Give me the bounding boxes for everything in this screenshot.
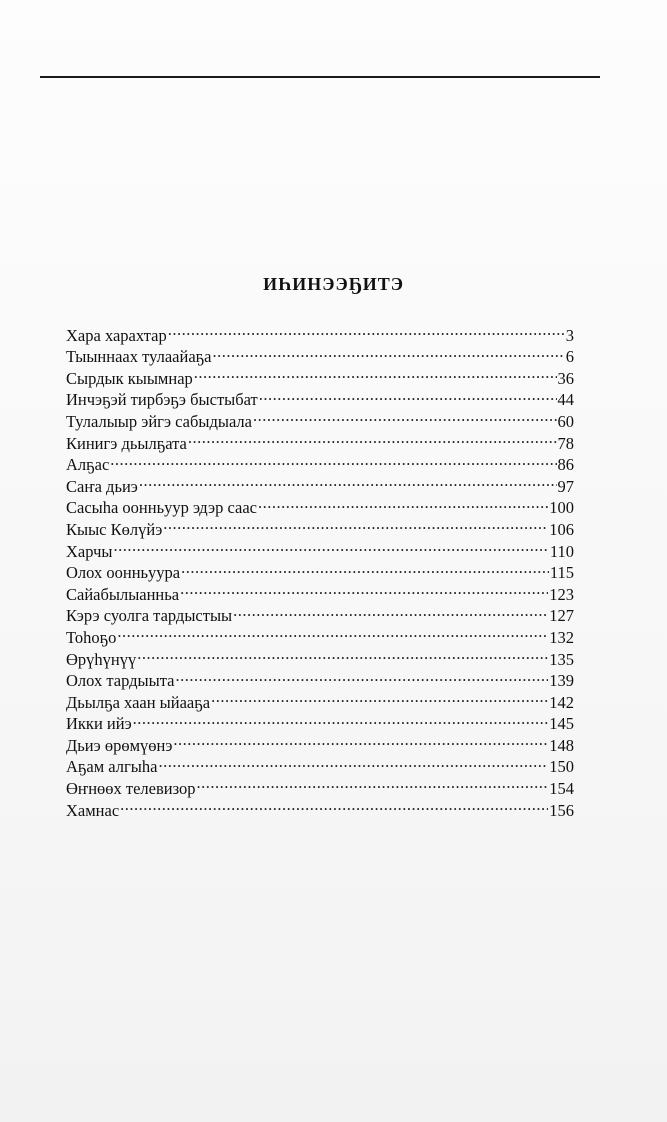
toc-entry-page: 110 [549, 541, 574, 561]
toc-entry-title: Өрүһүнүү [66, 649, 137, 669]
toc-entry-page: 156 [549, 800, 574, 820]
toc-entry-page: 86 [557, 455, 574, 475]
toc-dot-leader [158, 751, 548, 773]
toc-entry-title: Харчы [66, 541, 113, 561]
toc-dot-leader [117, 621, 548, 643]
toc-dot-leader [168, 319, 565, 341]
toc-entry-page: 3 [565, 325, 574, 345]
toc-entry [66, 492, 574, 518]
toc-entry-page: 100 [549, 498, 574, 518]
toc-dot-leader [194, 362, 557, 384]
toc-dot-leader [197, 772, 549, 794]
toc-dot-leader [120, 794, 548, 816]
toc-entry-page: 123 [549, 584, 574, 604]
toc-entry-title: Хамнас [66, 800, 120, 820]
toc-entry [66, 557, 574, 583]
toc-entry-title: Саҥа дьиэ [66, 476, 138, 496]
toc-entry-title: Олох оонньуура [66, 563, 181, 583]
toc-entry-page: 148 [549, 735, 574, 755]
toc-entry-title: Аҕам алгыһа [66, 757, 158, 777]
toc-entry-page: 106 [549, 519, 574, 539]
toc-entry-title: Инчэҕэй тирбэҕэ быстыбат [66, 390, 258, 410]
toc-dot-leader [188, 427, 557, 449]
toc-entry [66, 319, 574, 345]
toc-entry-title: Өҥнөөх телевизор [66, 779, 196, 799]
toc-entry-title: Сасыһа оонньуур эдэр саас [66, 498, 257, 518]
toc-entry [66, 535, 574, 561]
toc-dot-leader [233, 600, 548, 622]
toc-dot-leader [163, 513, 548, 535]
toc-dot-leader [258, 492, 548, 514]
toc-entry-title: Дьиэ өрөмүөнэ [66, 735, 173, 755]
toc-entry [66, 729, 574, 755]
toc-entry-page: 127 [549, 606, 574, 626]
toc-dot-leader [180, 578, 548, 600]
toc-dot-leader [175, 665, 548, 687]
toc-entry-page: 78 [557, 433, 574, 453]
toc-entry [66, 794, 574, 820]
toc-entry-title: Кэрэ суолга тардыстыы [66, 606, 233, 626]
toc-dot-leader [253, 405, 557, 427]
toc-entry-page: 44 [557, 390, 574, 410]
toc-dot-leader [181, 557, 549, 579]
toc-entry-page: 6 [565, 347, 574, 367]
toc-entry-page: 154 [549, 779, 574, 799]
toc-dot-leader [213, 341, 565, 363]
toc-entry-page: 115 [549, 563, 574, 583]
toc-dot-leader [139, 470, 557, 492]
toc-entry-title: Хара харахтар [66, 325, 167, 345]
toc-dot-leader [113, 535, 548, 557]
toc-entry-page: 145 [549, 714, 574, 734]
toc-entry-page: 132 [549, 627, 574, 647]
toc-dot-leader [259, 384, 557, 406]
toc-entry-page: 150 [549, 757, 574, 777]
toc-dot-leader [211, 686, 548, 708]
toc-entry-title: Олох тардыыта [66, 671, 175, 691]
toc-entry-page: 142 [549, 692, 574, 712]
toc-entry-title: Тулалыыр эйгэ сабыдыала [66, 411, 252, 431]
toc-entry [66, 449, 574, 475]
table-of-contents [66, 319, 574, 820]
toc-dot-leader [133, 708, 549, 730]
toc-entry [66, 470, 574, 496]
toc-entry-title: Сырдык кыымнар [66, 368, 193, 388]
toc-entry-page: 36 [557, 368, 574, 388]
toc-entry-page: 139 [549, 671, 574, 691]
toc-entry-title: Дьылҕа хаан ыйааҕа [66, 692, 211, 712]
top-rule [40, 76, 600, 78]
toc-dot-leader [137, 643, 548, 665]
toc-entry-title: Икки ийэ [66, 714, 132, 734]
toc-entry-page: 135 [549, 649, 574, 669]
toc-entry-title: Алҕас [66, 455, 110, 475]
toc-entry-title: Кинигэ дьылҕата [66, 433, 187, 453]
toc-entry-title: Тоһоҕо [66, 627, 117, 647]
toc-entry [66, 708, 574, 734]
toc-entry-page: 60 [557, 411, 574, 431]
toc-entry [66, 643, 574, 669]
toc-dot-leader [173, 729, 548, 751]
toc-entry-page: 97 [557, 476, 574, 496]
toc-entry-title: Тыыннаах тулаайаҕа [66, 347, 212, 367]
toc-entry-title: Сайабылыанньа [66, 584, 180, 604]
toc-entry [66, 665, 574, 691]
toc-entry-title: Кыыс Көлүйэ [66, 519, 163, 539]
toc-entry [66, 621, 574, 647]
page-title: ИҺИНЭЭҔИТЭ [263, 274, 404, 294]
toc-dot-leader [110, 449, 556, 471]
